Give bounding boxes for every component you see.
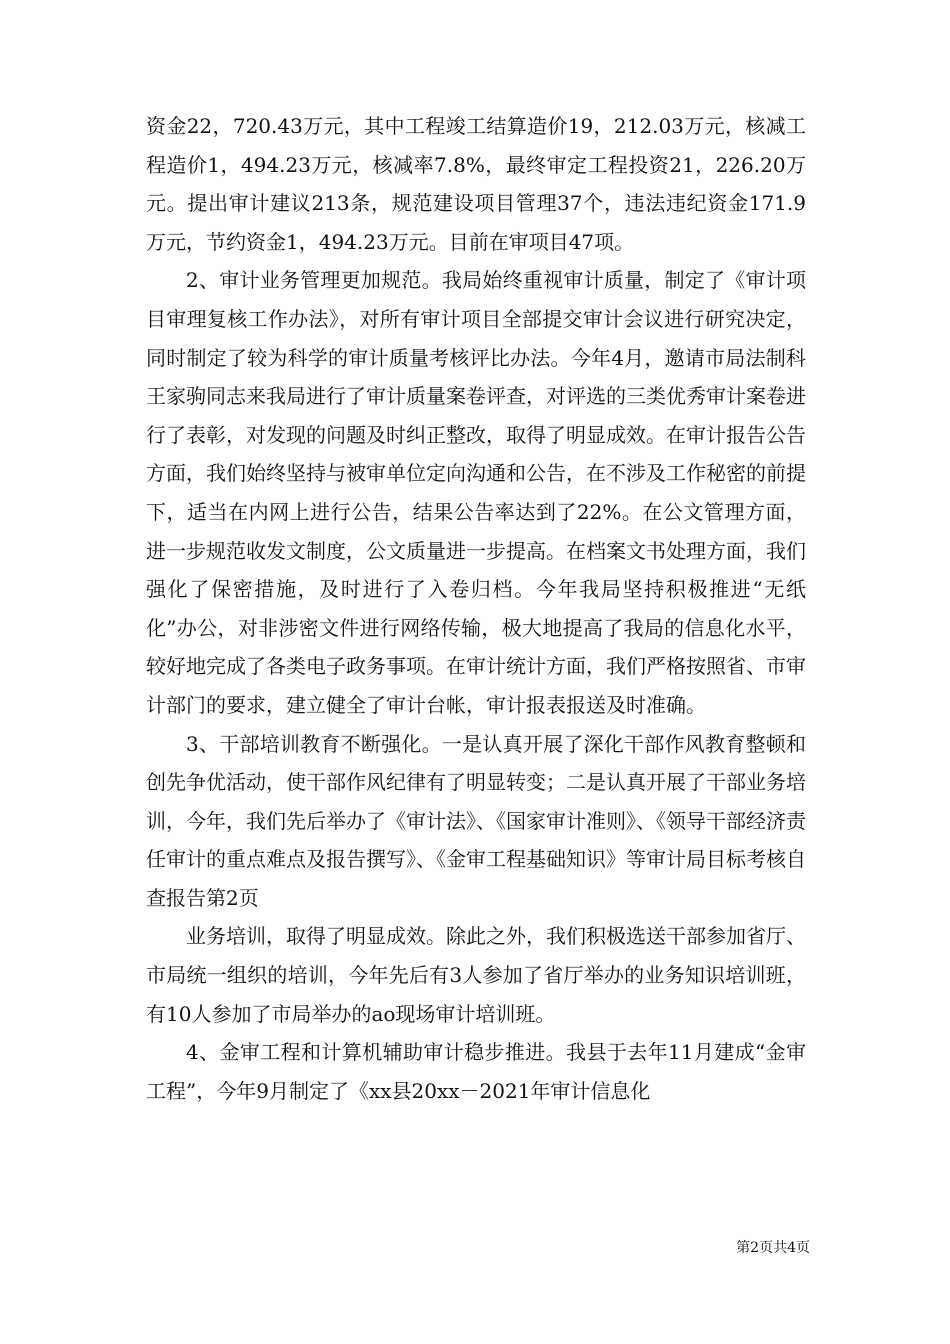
paragraph-audit-management: 2、审计业务管理更加规范。我局始终重视审计质量，制定了《审计项目审理复核工作办法》，对所有审计项目全部提交审计会议进行研究决定，同时制定了较为科学的审计质量考核评比办法。今年4月，邀请市局法制科王家驹同志来我局进行了审计质量案卷评查，对评选的三类优秀审计案卷进行了表彰，对发现的问题及时纠正整改，取得了明显成效。在审计报告公告方面，我们始终坚持与被审单位定向沟通和公告，在不涉及工作秘密的前提下，适当在内网上进行公告，结果公告率达到了22%。在公文管理方面，进一步规范收发文制度，公文质量进一步提高。在档案文书处理方面，我们强化了保密措施，及时进行了入卷归档。今年我局坚持积极推进“无纸化”办公，对非涉密文件进行网络传输，极大地提高了我局的信息化水平，较好地完成了各类电子政务事项。在审计统计方面，我们严格按照省、市审计部门的要求，建立健全了审计台帐，审计报表报送及时准确。 (146, 268, 806, 717)
document-body (146, 107, 806, 1110)
paragraph-business-training: 业务培训，取得了明显成效。除此之外，我们积极选送干部参加省厅、市局统一组织的培训，今年先后有3人参加了省厅举办的业务知识培训班，有10人参加了市局举办的ao现场审计培训班。 (146, 924, 806, 1026)
paragraph-golden-audit-project: 4、金审工程和计算机辅助审计稳步推进。我县于去年11月建成“金审工程”，今年9月制定了《xx县20xx－2021年审计信息化 (146, 1040, 806, 1103)
page-number-footer: 第2页共4页 (736, 1240, 810, 1256)
paragraph-cadre-training: 3、干部培训教育不断强化。一是认真开展了深化干部作风教育整顿和创先争优活动，使干部作风纪律有了明显转变；二是认真开展了干部业务培训，今年，我们先后举办了《审计法》、《国家审计准则》、《领导干部经济责任审计的重点难点及报告撰写》、《金审工程基础知识》等审计局目标考核自查报告第2页 (146, 731, 806, 910)
paragraph-audit-figures: 资金22，720.43万元，其中工程竣工结算造价19，212.03万元，核减工程造价1，494.23万元，核减率7.8%，最终审定工程投资21，226.20万元。提出审计建议213条，规范建设项目管理37个，违法违纪资金171.9万元，节约资金1，494.23万元。目前在审项目47项。 (146, 114, 806, 254)
